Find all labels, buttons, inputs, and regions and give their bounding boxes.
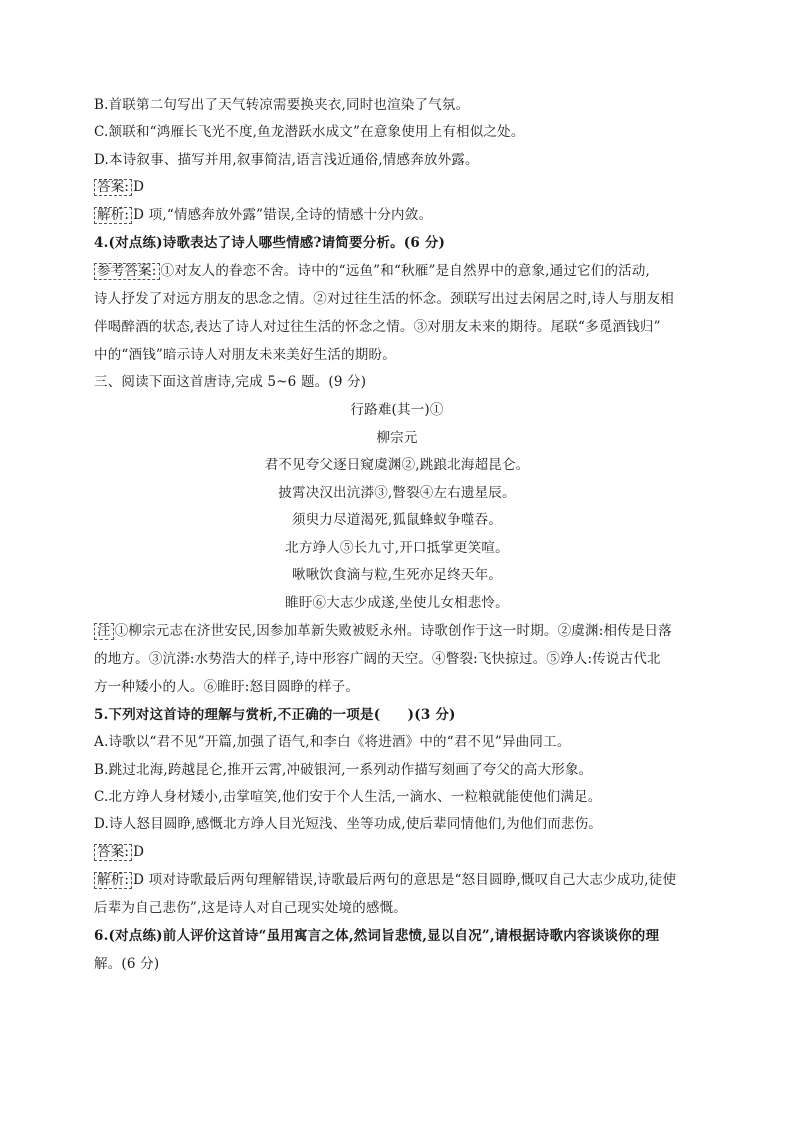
poem-line-5: 啾啾饮食滴与粒,生死亦足终天年。 bbox=[292, 567, 502, 583]
q5-option-b: B.跳过北海,跨越昆仑,推开云霄,冲破银河,一系列动作描写刻画了夸父的高大形象。 bbox=[94, 762, 593, 778]
option-b: B.首联第二句写出了天气转凉需要换夹衣,同时也渲染了气氛。 bbox=[94, 97, 470, 113]
question-4: 4.(对点练)诗歌表达了诗人哪些情感?请简要分析。(6 分) bbox=[94, 235, 446, 251]
poem-line-4: 北方竫人⑤长九寸,开口抵掌更笑喧。 bbox=[285, 540, 509, 556]
explanation-2-line-2: 后辈为自己悲伤”,这是诗人对自己现实处境的感慨。 bbox=[94, 900, 407, 916]
explanation-1 bbox=[94, 206, 432, 224]
reference-answer-line-4: 中的“酒钱”暗示诗人对朋友未来美好生活的期盼。 bbox=[94, 347, 396, 363]
option-d: D.本诗叙事、描写并用,叙事简洁,语言浅近通俗,情感奔放外露。 bbox=[94, 152, 479, 168]
q5-option-c: C.北方竫人身材矮小,击掌喧笑,他们安于个人生活,一滴水、一粒粮就能使他们满足。 bbox=[94, 789, 602, 805]
option-c: C.颔联和“鸿雁长飞光不度,鱼龙潜跃水成文”在意象使用上有相似之处。 bbox=[94, 124, 525, 140]
answer-1 bbox=[94, 178, 144, 196]
note-line-3: 方一种矮小的人。⑥睢盱:怒目圆睁的样子。 bbox=[94, 679, 360, 695]
reference-answer-line-1 bbox=[94, 262, 650, 280]
poem-line-1: 君不见夸父逐日窥虞渊②,跳踉北海超昆仑。 bbox=[264, 457, 530, 473]
answer-value-2: D bbox=[133, 844, 145, 860]
question-6-line-1: 6.(对点练)前人评价这首诗“虽用寓言之体,然词旨悲愤,显以自况”,请根据诗歌内容谈谈你的理 bbox=[94, 928, 660, 944]
poem-author: 柳宗元 bbox=[376, 430, 418, 446]
answer-label: 答案: bbox=[94, 179, 132, 196]
answer-label-2: 答案: bbox=[94, 844, 132, 861]
explanation-2-line-1 bbox=[94, 871, 676, 889]
poem-line-2: 披霄决汉出沆漭③,瞥裂④左右遗星辰。 bbox=[278, 485, 516, 501]
note-line-2: 的地方。③沆漭:水势浩大的样子,诗中形容广阔的天空。④瞥裂:飞快掠过。⑤竫人:传说古代北 bbox=[94, 651, 661, 667]
poem-line-6: 睢盱⑥大志少成遂,坐使儿女相悲怜。 bbox=[285, 595, 509, 611]
answer-2 bbox=[94, 843, 144, 861]
explanation-text: D 项,“情感奔放外露”错误,全诗的情感十分内敛。 bbox=[133, 207, 433, 223]
poem-line-3: 须臾力尽道渴死,狐鼠蜂蚁争噬吞。 bbox=[292, 512, 502, 528]
note-text: ①柳宗元志在济世安民,因参加革新失败被贬永州。诗歌创作于这一时期。②虞渊:相传是日落 bbox=[114, 623, 672, 639]
explanation-label-2: 解析: bbox=[94, 872, 132, 889]
question-6-line-2: 解。(6 分) bbox=[94, 956, 160, 972]
question-5: 5.下列对这首诗的理解与赏析,不正确的一项是( )(3 分) bbox=[94, 707, 456, 723]
poem-title: 行路难(其一)① bbox=[350, 402, 444, 418]
reference-answer-line-2: 诗人抒发了对远方朋友的思念之情。②对过往生活的怀念。颈联写出过去闲居之时,诗人与朋友相 bbox=[94, 291, 674, 307]
reference-answer-line-3: 伴喝醉酒的状态,表达了诗人对过往生活的怀念之情。③对朋友未来的期待。尾联“多觅酒钱归” bbox=[94, 319, 661, 335]
explanation-label: 解析: bbox=[94, 207, 132, 224]
reference-answer-text: ①对友人的眷恋不舍。诗中的“远鱼”和“秋雁”是自然界中的意象,通过它们的活动, bbox=[160, 263, 651, 279]
answer-value: D bbox=[133, 179, 145, 195]
reference-answer-label: 参考答案: bbox=[94, 263, 160, 280]
section-3-heading: 三、阅读下面这首唐诗,完成 5~6 题。(9 分) bbox=[94, 374, 367, 390]
explanation-2-text: D 项对诗歌最后两句理解错误,诗歌最后两句的意思是“怒目圆睁,慨叹自己大志少成功,徒使 bbox=[133, 872, 677, 888]
note-line-1 bbox=[94, 622, 672, 640]
note-label: 注 bbox=[94, 623, 114, 640]
q5-option-d: D.诗人怒目圆睁,感慨北方竫人目光短浅、坐等功成,使后辈同情他们,为他们而悲伤。 bbox=[94, 816, 603, 832]
q5-option-a: A.诗歌以“君不见”开篇,加强了语气,和李白《将进酒》中的“君不见”异曲同工。 bbox=[94, 734, 571, 750]
